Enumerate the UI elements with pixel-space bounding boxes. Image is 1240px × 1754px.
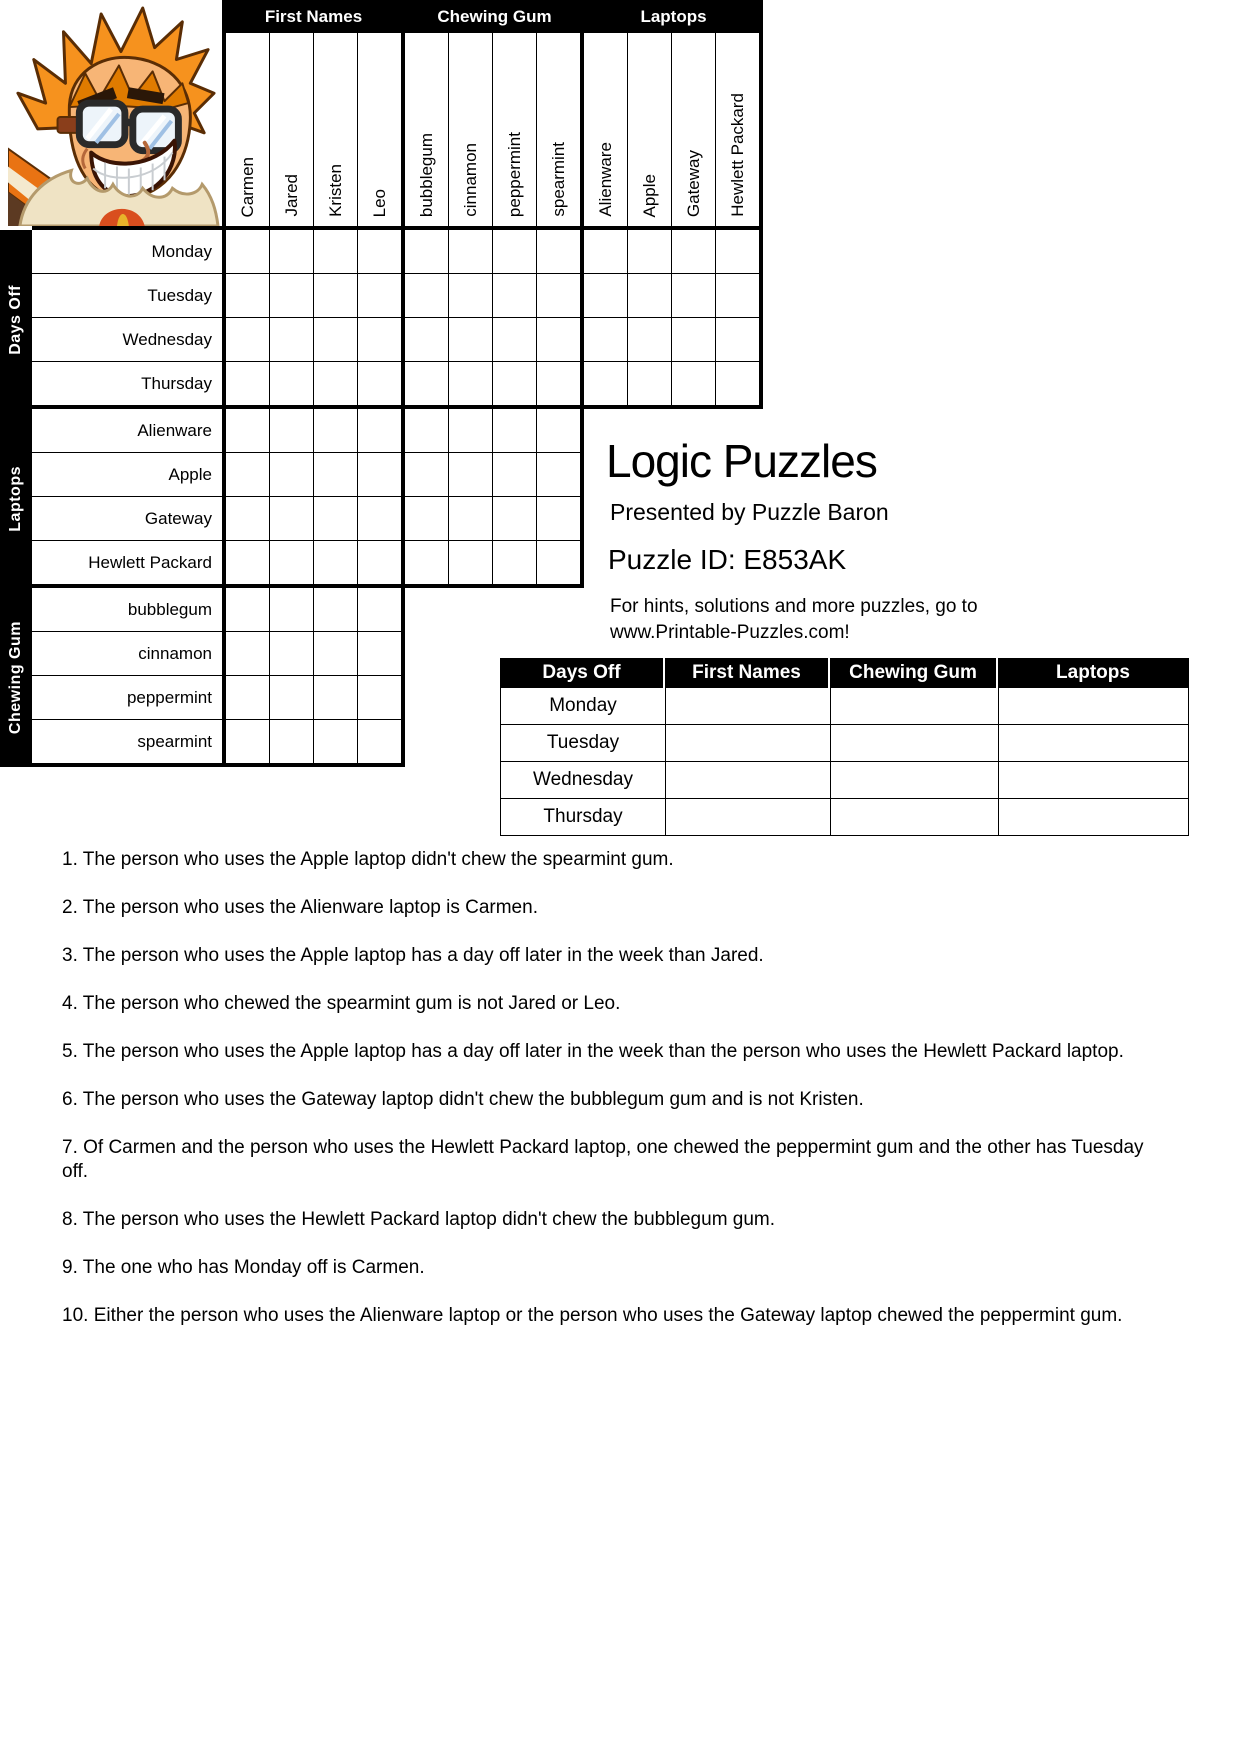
grid-cell[interactable] <box>226 453 270 497</box>
grid-row <box>32 362 763 409</box>
clue-item: 9. The one who has Monday off is Carmen. <box>62 1257 425 1278</box>
grid-cell[interactable] <box>270 230 314 274</box>
column-label: spearmint <box>548 142 568 217</box>
grid-cell[interactable] <box>405 453 449 497</box>
grid-cell[interactable] <box>358 497 405 541</box>
grid-cell[interactable] <box>449 497 493 541</box>
grid-cell[interactable] <box>270 720 314 767</box>
grid-cell[interactable] <box>270 274 314 318</box>
answer-table <box>500 658 1189 836</box>
grid-cell[interactable] <box>314 632 358 676</box>
grid-cell[interactable] <box>358 409 405 453</box>
grid-cell[interactable] <box>537 497 584 541</box>
column-label: Gateway <box>683 149 703 217</box>
grid-row-cells <box>222 230 763 274</box>
answer-day-cell: Tuesday <box>501 725 666 762</box>
answer-blank-cell[interactable] <box>831 725 999 762</box>
answer-row <box>501 762 1189 799</box>
grid-cell[interactable] <box>628 230 672 274</box>
clue-list <box>62 848 1167 1352</box>
column-label: Apple <box>639 173 659 217</box>
column-label: Alienware <box>595 142 615 217</box>
grid-row <box>32 230 763 274</box>
grid-cell[interactable] <box>405 318 449 362</box>
grid-row-cells <box>222 541 584 588</box>
grid-cell[interactable] <box>314 409 358 453</box>
column-group-header: Laptops <box>640 6 707 26</box>
column-label-cell <box>358 33 405 226</box>
grid-cell[interactable] <box>358 588 405 632</box>
grid-cell[interactable] <box>449 318 493 362</box>
column-label-cell <box>584 33 628 226</box>
grid-cell[interactable] <box>314 720 358 767</box>
grid-cell[interactable] <box>226 230 270 274</box>
column-label: Carmen <box>237 156 257 217</box>
grid-cell[interactable] <box>226 632 270 676</box>
column-label-cell <box>314 33 358 226</box>
grid-cell[interactable] <box>270 497 314 541</box>
column-label: Jared <box>281 174 301 217</box>
grid-row-cells <box>222 632 405 676</box>
row-label: Thursday <box>32 362 222 409</box>
grid-cell[interactable] <box>314 230 358 274</box>
grid-cell[interactable] <box>493 453 537 497</box>
grid-cell[interactable] <box>449 409 493 453</box>
answer-table-header <box>500 658 1189 688</box>
row-label: spearmint <box>32 720 222 767</box>
clue-item: 10. Either the person who uses the Alienware laptop or the person who uses the Gateway laptop chewed the peppermint gum. <box>62 1305 1123 1326</box>
grid-cell[interactable] <box>314 541 358 588</box>
grid-cell[interactable] <box>314 453 358 497</box>
clue-item: 5. The person who uses the Apple laptop has a day off later in the week than the person who uses the Hewlett Packard laptop. <box>62 1041 1124 1062</box>
grid-row-cells <box>222 497 584 541</box>
column-label-cell <box>672 33 716 226</box>
grid-cell[interactable] <box>716 362 763 409</box>
column-label-cell <box>405 33 449 226</box>
grid-cell[interactable] <box>628 318 672 362</box>
grid-cell[interactable] <box>449 230 493 274</box>
grid-cell[interactable] <box>493 274 537 318</box>
grid-cell[interactable] <box>314 676 358 720</box>
column-group-header: First Names <box>264 6 363 26</box>
answer-blank-cell[interactable] <box>999 799 1189 836</box>
grid-cell[interactable] <box>405 230 449 274</box>
column-label: cinnamon <box>460 143 480 217</box>
mascot-illustration <box>8 2 220 226</box>
column-label: bubblegum <box>416 132 436 217</box>
answer-blank-cell[interactable] <box>999 688 1189 725</box>
grid-cell[interactable] <box>493 318 537 362</box>
clue-item: 3. The person who uses the Apple laptop has a day off later in the week than Jared. <box>62 945 764 966</box>
grid-cell[interactable] <box>537 409 584 453</box>
row-group-header <box>0 588 32 767</box>
grid-cell[interactable] <box>226 588 270 632</box>
page-title: Logic Puzzles <box>606 435 877 487</box>
column-label-cell <box>628 33 672 226</box>
row-label: cinnamon <box>32 632 222 676</box>
grid-cell[interactable] <box>314 497 358 541</box>
grid-column-labels <box>222 33 763 226</box>
row-label: Alienware <box>32 409 222 453</box>
grid-cell[interactable] <box>584 274 628 318</box>
grid-cell[interactable] <box>493 409 537 453</box>
grid-cell[interactable] <box>716 230 763 274</box>
column-label: Hewlett Packard <box>727 93 747 217</box>
grid-cell[interactable] <box>584 318 628 362</box>
grid-row-cells <box>222 676 405 720</box>
row-label: Hewlett Packard <box>32 541 222 588</box>
answer-blank-cell[interactable] <box>666 762 831 799</box>
grid-row <box>32 318 763 362</box>
grid-cell[interactable] <box>226 676 270 720</box>
grid-row-cells <box>222 318 763 362</box>
grid-cell[interactable] <box>493 230 537 274</box>
answer-day-cell: Thursday <box>501 799 666 836</box>
answer-header-cell: First Names <box>665 658 830 688</box>
row-label: bubblegum <box>32 588 222 632</box>
answer-header-cell: Days Off <box>500 658 665 688</box>
grid-cell[interactable] <box>537 318 584 362</box>
grid-cell[interactable] <box>226 318 270 362</box>
answer-blank-cell[interactable] <box>999 762 1189 799</box>
grid-cell[interactable] <box>226 362 270 409</box>
answer-blank-cell[interactable] <box>666 688 831 725</box>
row-group-header <box>0 409 32 588</box>
answer-blank-cell[interactable] <box>831 799 999 836</box>
answer-day-cell: Wednesday <box>501 762 666 799</box>
grid-cell[interactable] <box>270 541 314 588</box>
grid-cell[interactable] <box>358 632 405 676</box>
column-label-cell <box>537 33 584 226</box>
grid-cell[interactable] <box>270 409 314 453</box>
grid-cell[interactable] <box>449 453 493 497</box>
answer-row <box>501 725 1189 762</box>
grid-cell[interactable] <box>584 230 628 274</box>
grid-cell[interactable] <box>358 676 405 720</box>
column-group-header: Chewing Gum <box>437 6 552 26</box>
row-label: Monday <box>32 230 222 274</box>
grid-cell[interactable] <box>270 453 314 497</box>
row-group-header <box>0 230 32 409</box>
grid-cell[interactable] <box>405 362 449 409</box>
column-label: Leo <box>369 188 389 217</box>
row-group-label: Laptops <box>6 465 24 532</box>
column-label-cell <box>449 33 493 226</box>
row-label: Wednesday <box>32 318 222 362</box>
column-label-cell <box>226 33 270 226</box>
grid-cell[interactable] <box>314 362 358 409</box>
answer-blank-cell[interactable] <box>999 725 1189 762</box>
grid-cell[interactable] <box>226 720 270 767</box>
grid-cell[interactable] <box>493 497 537 541</box>
column-label: Kristen <box>325 164 345 217</box>
grid-cell[interactable] <box>537 362 584 409</box>
grid-cell[interactable] <box>358 541 405 588</box>
column-label-cell <box>493 33 537 226</box>
grid-cell[interactable] <box>405 541 449 588</box>
grid-cell[interactable] <box>537 541 584 588</box>
grid-cell[interactable] <box>358 230 405 274</box>
grid-cell[interactable] <box>270 318 314 362</box>
hint-line-1: For hints, solutions and more puzzles, go to <box>610 596 978 617</box>
grid-row-cells <box>222 274 763 318</box>
column-label-cell <box>716 33 763 226</box>
grid-cell[interactable] <box>358 318 405 362</box>
grid-cell[interactable] <box>449 362 493 409</box>
grid-cell[interactable] <box>672 362 716 409</box>
answer-blank-cell[interactable] <box>666 725 831 762</box>
answer-blank-cell[interactable] <box>831 762 999 799</box>
grid-cell[interactable] <box>405 497 449 541</box>
clue-item: 4. The person who chewed the spearmint gum is not Jared or Leo. <box>62 993 621 1014</box>
grid-cell[interactable] <box>537 453 584 497</box>
grid-cell[interactable] <box>584 362 628 409</box>
grid-cell[interactable] <box>716 318 763 362</box>
grid-cell[interactable] <box>672 318 716 362</box>
grid-cell[interactable] <box>672 274 716 318</box>
page-subtitle: Presented by Puzzle Baron <box>610 499 889 525</box>
grid-cell[interactable] <box>270 676 314 720</box>
row-label: peppermint <box>32 676 222 720</box>
grid-cell[interactable] <box>358 453 405 497</box>
grid-cell[interactable] <box>226 274 270 318</box>
clue-item: 6. The person who uses the Gateway laptop didn't chew the bubblegum gum and is not Kristen. <box>62 1089 864 1110</box>
grid-sidebar <box>0 230 32 767</box>
grid-cell[interactable] <box>226 409 270 453</box>
grid-cell[interactable] <box>672 230 716 274</box>
column-label-cell <box>270 33 314 226</box>
grid-row-cells <box>222 453 584 497</box>
grid-cell[interactable] <box>405 409 449 453</box>
grid-cell[interactable] <box>628 362 672 409</box>
answer-day-cell: Monday <box>501 688 666 725</box>
answer-row <box>501 799 1189 836</box>
grid-cell[interactable] <box>537 274 584 318</box>
answer-blank-cell[interactable] <box>666 799 831 836</box>
row-group-label: Chewing Gum <box>6 620 24 735</box>
grid-row-cells <box>222 409 584 453</box>
grid-cell[interactable] <box>358 362 405 409</box>
row-label: Gateway <box>32 497 222 541</box>
clue-item: 1. The person who uses the Apple laptop didn't chew the spearmint gum. <box>62 849 674 870</box>
hint-line-2: www.Printable-Puzzles.com! <box>610 622 850 643</box>
answer-table-body <box>500 688 1189 836</box>
grid-cell[interactable] <box>270 632 314 676</box>
grid-cell[interactable] <box>314 588 358 632</box>
grid-header-bar <box>222 0 763 33</box>
grid-cell[interactable] <box>449 541 493 588</box>
row-group-label: Days Off <box>6 284 24 355</box>
row-label: Apple <box>32 453 222 497</box>
grid-cell[interactable] <box>716 274 763 318</box>
grid-cell[interactable] <box>226 541 270 588</box>
column-label: peppermint <box>504 131 524 217</box>
grid-row-cells <box>222 588 405 632</box>
clue-item: 8. The person who uses the Hewlett Packard laptop didn't chew the bubblegum gum. <box>62 1209 776 1230</box>
grid-cell[interactable] <box>405 274 449 318</box>
grid-cell[interactable] <box>358 274 405 318</box>
answer-blank-cell[interactable] <box>831 688 999 725</box>
grid-cell[interactable] <box>358 720 405 767</box>
grid-cell[interactable] <box>628 274 672 318</box>
answer-header-cell: Chewing Gum <box>830 658 998 688</box>
grid-row-cells <box>222 720 405 767</box>
grid-cell[interactable] <box>537 230 584 274</box>
grid-cell[interactable] <box>449 274 493 318</box>
row-label: Tuesday <box>32 274 222 318</box>
clue-item: 7. Of Carmen and the person who uses the Hewlett Packard laptop, one chewed the peppermint gum and the other has Tuesday off. <box>62 1137 1144 1182</box>
grid-cell[interactable] <box>314 274 358 318</box>
answer-header-cell: Laptops <box>1056 662 1130 683</box>
grid-cell[interactable] <box>493 362 537 409</box>
grid-row-cells <box>222 362 763 409</box>
grid-cell[interactable] <box>226 497 270 541</box>
grid-cell[interactable] <box>270 362 314 409</box>
grid-row <box>32 274 763 318</box>
answer-row <box>501 688 1189 725</box>
grid-cell[interactable] <box>270 588 314 632</box>
puzzle-id: Puzzle ID: E853AK <box>608 544 847 575</box>
grid-cell[interactable] <box>493 541 537 588</box>
grid-cell[interactable] <box>314 318 358 362</box>
clue-item: 2. The person who uses the Alienware laptop is Carmen. <box>62 897 538 918</box>
